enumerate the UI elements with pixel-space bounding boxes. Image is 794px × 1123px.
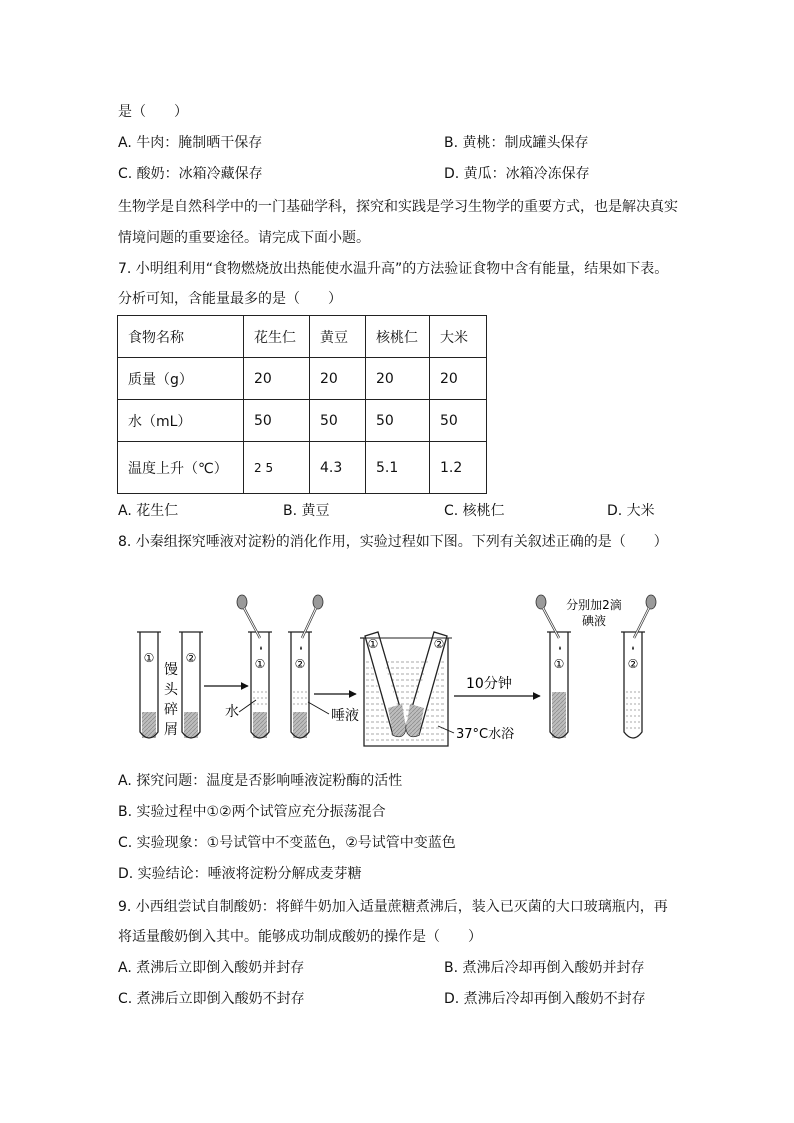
table-cell: 1.2	[430, 442, 487, 494]
dropper-3	[536, 595, 561, 650]
intro-line-1: 生物学是自然科学中的一门基础学科，探究和实践是学习生物学的重要方式，也是解决真实	[118, 199, 678, 215]
tube-2-label: ②	[294, 657, 306, 671]
iodine-label-line-1: 分别加2滴	[566, 598, 622, 612]
time-label: 10分钟	[466, 676, 512, 692]
tube-2-label: ②	[627, 657, 639, 671]
table-cell: 黄豆	[310, 316, 366, 358]
q9-option-d: D. 煮沸后冷却再倒入酸奶不封存	[444, 991, 646, 1007]
table-cell: 5.1	[366, 442, 430, 494]
tube-1-label: ①	[143, 651, 155, 665]
table-cell: 20	[366, 358, 430, 400]
table-cell: 水（mL）	[118, 400, 244, 442]
dropper-1	[237, 595, 262, 650]
q7-stem-line-2: 分析可知，含能量最多的是（ ）	[118, 291, 342, 307]
food-energy-table	[117, 315, 487, 494]
result-tube-1	[547, 632, 571, 738]
table-cell: 花生仁	[244, 316, 310, 358]
table-cell: 50	[244, 400, 310, 442]
stage2-tube-2	[288, 632, 312, 738]
tube-2-label: ②	[433, 637, 445, 651]
q9-stem-line-1: 9. 小西组尝试自制酸奶：将鲜牛奶加入适量蔗糖煮沸后，装入已灭菌的大口玻璃瓶内，再	[118, 899, 668, 915]
tube-1-label: ①	[367, 637, 379, 651]
table-row	[118, 442, 487, 494]
q6-tail: 是（ ）	[118, 104, 188, 120]
table-cell: 2 5	[244, 442, 310, 494]
q6-option-a: A. 牛肉：腌制晒干保存	[118, 135, 263, 151]
table-cell: 20	[430, 358, 487, 400]
q6-option-b: B. 黄桃：制成罐头保存	[444, 135, 589, 151]
table-cell: 温度上升（℃）	[118, 442, 244, 494]
stage1-tube-2	[179, 632, 203, 738]
q7-stem-line-1: 7. 小明组利用“食物燃烧放出热能使水温升高”的方法验证食物中含有能量，结果如下表。	[118, 261, 669, 277]
q9-option-c: C. 煮沸后立即倒入酸奶不封存	[118, 991, 305, 1007]
table-cell: 大米	[430, 316, 487, 358]
iodine-label-line-2: 碘液	[581, 614, 607, 628]
q6-option-c: C. 酸奶：冰箱冷藏保存	[118, 166, 263, 182]
q7-option-b: B. 黄豆	[283, 503, 330, 519]
dropper-4	[632, 595, 656, 650]
saliva-label: 唾液	[331, 708, 359, 724]
table-cell: 质量（g）	[118, 358, 244, 400]
q7-option-c: C. 核桃仁	[444, 503, 505, 519]
saliva-starch-experiment-figure	[120, 588, 680, 758]
q7-option-a: A. 花生仁	[118, 503, 179, 519]
table-cell: 20	[310, 358, 366, 400]
table-row	[118, 400, 487, 442]
dropper-2	[300, 595, 323, 650]
table-cell: 食物名称	[118, 316, 244, 358]
q6-option-d: D. 黄瓜：冰箱冷冻保存	[444, 166, 590, 182]
q8-option-a: A. 探究问题：温度是否影响唾液淀粉酶的活性	[118, 773, 403, 789]
bread-label-2: 头	[164, 682, 178, 698]
q8-option-b: B. 实验过程中①②两个试管应充分振荡混合	[118, 804, 386, 820]
table-cell: 核桃仁	[366, 316, 430, 358]
q9-stem-line-2: 将适量酸奶倒入其中。能够成功制成酸奶的操作是（ ）	[118, 929, 482, 945]
stage2-tube-1	[248, 632, 272, 738]
q7-option-d: D. 大米	[607, 503, 655, 519]
bread-label-1: 馒	[164, 662, 178, 678]
bread-label-3: 碎	[164, 702, 178, 718]
q8-option-d: D. 实验结论：唾液将淀粉分解成麦芽糖	[118, 866, 362, 882]
stage1-tube-1	[137, 632, 161, 738]
table-row	[118, 358, 487, 400]
water-label: 水	[225, 704, 239, 720]
table-cell: 50	[430, 400, 487, 442]
tube-1-label: ①	[553, 657, 565, 671]
q8-stem: 8. 小秦组探究唾液对淀粉的消化作用，实验过程如下图。下列有关叙述正确的是（ ）	[118, 534, 668, 550]
tube-1-label: ①	[254, 657, 266, 671]
table-row	[118, 316, 487, 358]
table-cell: 50	[310, 400, 366, 442]
water-bath-label: 37°C水浴	[456, 727, 515, 742]
bread-label-4: 屑	[164, 722, 178, 738]
tube-2-label: ②	[185, 651, 197, 665]
q9-option-a: A. 煮沸后立即倒入酸奶并封存	[118, 960, 305, 976]
table-cell: 50	[366, 400, 430, 442]
table-cell: 4.3	[310, 442, 366, 494]
q8-option-c: C. 实验现象：①号试管中不变蓝色，②号试管中变蓝色	[118, 835, 456, 851]
table-cell: 20	[244, 358, 310, 400]
q9-option-b: B. 煮沸后冷却再倒入酸奶并封存	[444, 960, 645, 976]
intro-line-2: 情境问题的重要途径。请完成下面小题。	[118, 230, 370, 246]
